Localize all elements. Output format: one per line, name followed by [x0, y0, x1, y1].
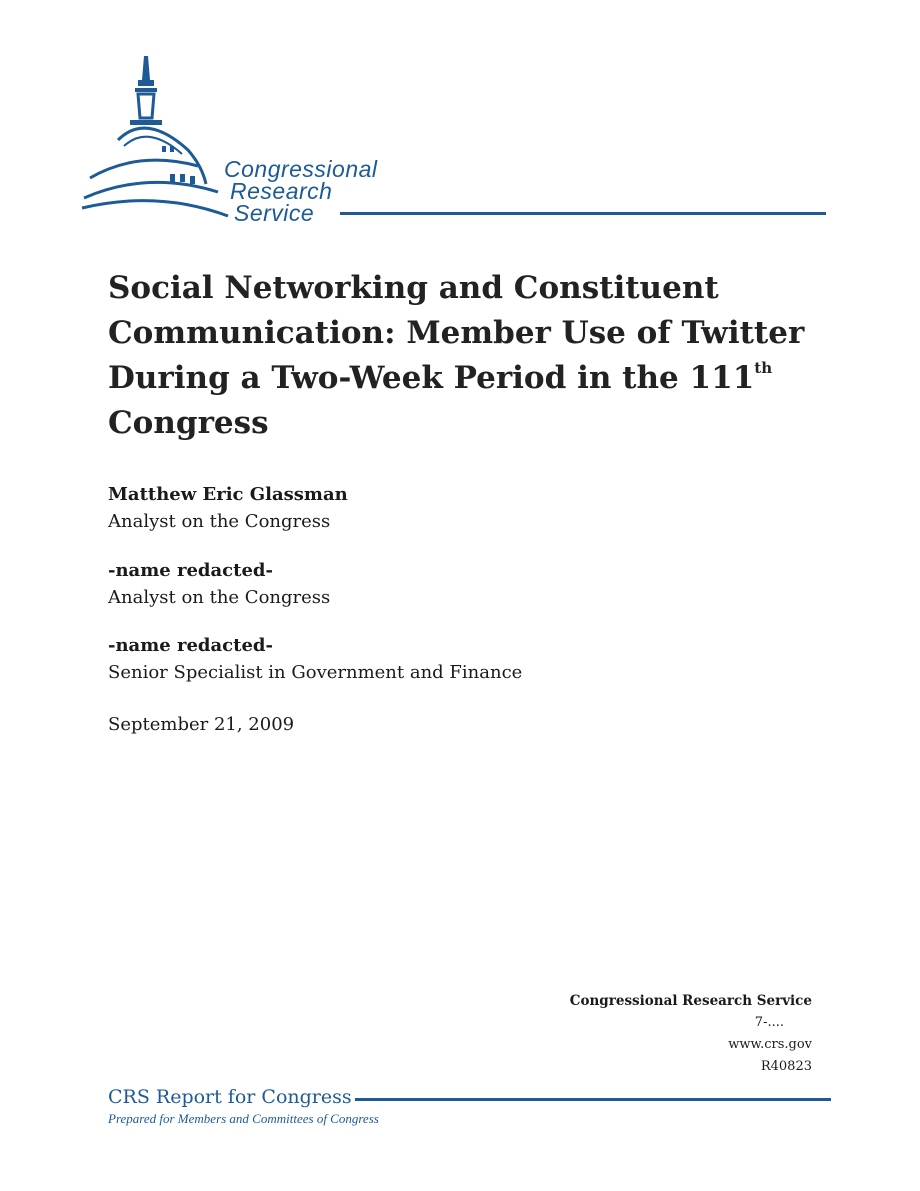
logo-line-service: Service [234, 200, 315, 226]
capitol-dome-icon [78, 50, 248, 230]
report-title-superscript: th [754, 359, 773, 377]
logo-line-research: Research [230, 178, 333, 204]
crs-logo [78, 50, 838, 230]
crs-website-link[interactable]: www.crs.gov [728, 1037, 812, 1052]
report-title-main: Social Networking and Constituent Communication: Member Use of Twitter During a Two-Week Period in the 111 [108, 270, 805, 396]
author-name: -name redacted- [108, 560, 273, 581]
author-block [108, 481, 348, 535]
author-name: Matthew Eric Glassman [108, 484, 348, 505]
report-date: September 21, 2009 [108, 714, 295, 735]
logo-line-congressional: Congressional [224, 156, 378, 182]
author-block [108, 557, 330, 611]
crs-org-name: Congressional Research Service [569, 993, 812, 1009]
author-block [108, 632, 522, 686]
author-name: -name redacted- [108, 635, 273, 656]
author-role: Analyst on the Congress [108, 511, 331, 532]
crs-info-block [570, 990, 812, 1078]
footer-subtitle: Prepared for Members and Committees of Congress [108, 1111, 379, 1126]
crs-number: 7-.... [754, 1015, 784, 1030]
logo-rule [340, 212, 826, 215]
author-role: Analyst on the Congress [108, 587, 331, 608]
footer-rule [355, 1098, 831, 1101]
report-title-tail: Congress [108, 405, 269, 441]
author-role: Senior Specialist in Government and Finance [108, 662, 523, 683]
report-code: R40823 [760, 1059, 812, 1074]
footer-title: CRS Report for Congress [108, 1086, 352, 1108]
report-title [108, 266, 808, 446]
